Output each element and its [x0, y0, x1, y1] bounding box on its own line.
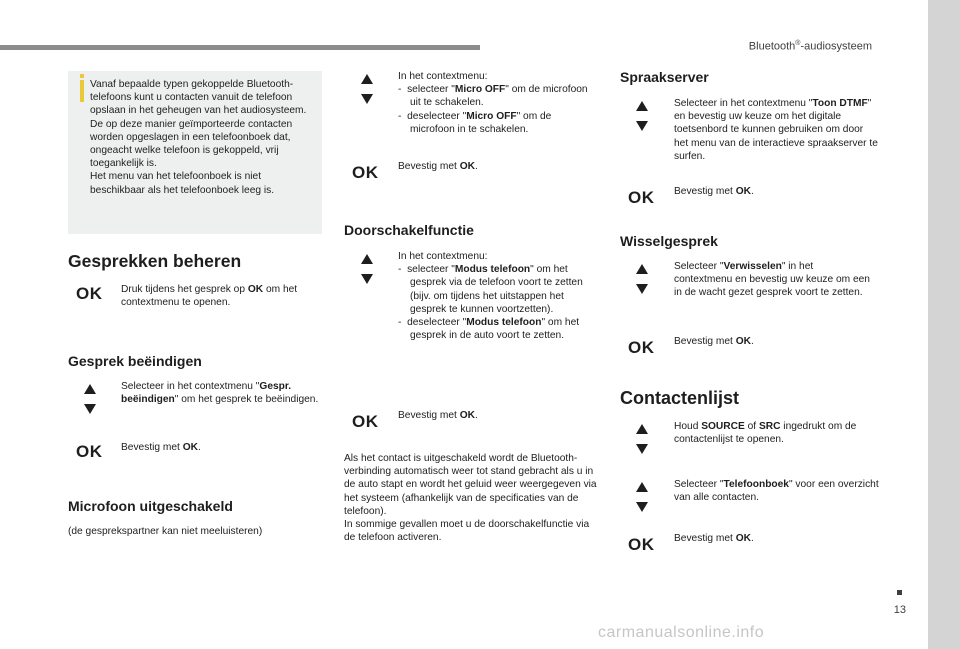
ok-button-icon: OK — [76, 442, 103, 461]
arrow-down-icon — [636, 444, 648, 454]
microfoon-note: (de gesprekspartner kan niet meeluisteren) — [68, 526, 263, 537]
text-part: Bevestig met — [398, 161, 460, 172]
text-part: . — [751, 186, 754, 197]
text-part: deselecteer " — [407, 110, 467, 122]
page-side-rail — [928, 0, 960, 649]
contactenlijst-text1 — [674, 420, 879, 446]
heading-microfoon: Microfoon uitgeschakeld — [68, 498, 233, 514]
up-down-arrows-icon — [636, 101, 648, 131]
heading-gesprekken-beheren: Gesprekken beheren — [68, 251, 242, 271]
doorschakel-note: Als het contact is uitgeschakeld wordt de Bluetooth-verbinding automatisch weer tot stand gebracht als u in de auto stapt en wordt het geluid weer weergegeven via het systeem (afhankelijk van de specificaties van de telefoon). In sommige gevallen moet u de doorschakelfunctie via de telefoon activeren. — [344, 453, 597, 544]
beeindigen-text — [121, 380, 321, 406]
info-box — [68, 71, 322, 234]
list-dash: - — [398, 264, 402, 276]
text-bold: Toon DTMF — [812, 98, 868, 109]
text-part: Bevestig met — [121, 442, 183, 453]
heading-contactenlijst: Contactenlijst — [620, 388, 740, 408]
contactenlijst-confirm — [674, 532, 754, 545]
list-dash: - — [398, 317, 402, 329]
wisselgesprek-text — [674, 260, 874, 300]
text-part: . — [475, 161, 478, 172]
text-part: Selecteer " — [674, 261, 724, 272]
text-part: om het contextmenu te openen. — [121, 284, 298, 309]
wisselgesprek-confirm — [674, 335, 754, 348]
arrow-up-icon — [636, 482, 648, 492]
header-registered-mark: ® — [795, 40, 801, 47]
text-part: " voor een overzicht van alle contacten. — [674, 479, 879, 504]
text-part: . — [751, 533, 754, 544]
text-bold: SOURCE — [701, 421, 745, 432]
header-suffix: -audiosysteem — [800, 40, 872, 53]
text-bold: OK — [182, 442, 198, 453]
microfoon-steps — [398, 70, 598, 136]
text-bold: Modus telefoon — [454, 264, 531, 276]
text-part: of — [744, 421, 759, 432]
arrow-down-icon — [636, 502, 648, 512]
text-bold: Micro OFF — [454, 84, 506, 96]
ok-button-icon: OK — [76, 284, 103, 303]
steps-intro: In het contextmenu: — [398, 71, 488, 82]
text-part: " om het gesprek in de auto voort te zetten. — [410, 317, 580, 342]
arrow-down-icon — [361, 94, 373, 104]
microfoon-confirm — [398, 160, 478, 173]
text-bold: Telefoonboek — [723, 479, 789, 490]
text-part: " om de microfoon in te schakelen. — [410, 110, 552, 135]
ok-button-icon: OK — [352, 163, 379, 182]
gesprekken-text — [121, 283, 321, 309]
header-title: Bluetooth — [748, 40, 796, 53]
steps-intro: In het contextmenu: — [398, 251, 488, 262]
text-part: " en bevestig uw keuze om het digitale toetsenbord te kunnen gebruiken om door het menu van de interactieve spraakserver te surfen. — [674, 98, 878, 162]
heading-doorschakel: Doorschakelfunctie — [344, 222, 474, 238]
up-down-arrows-icon — [636, 424, 648, 454]
text-bold: Micro OFF — [466, 110, 517, 122]
step-item — [398, 316, 598, 342]
text-bold: OK — [735, 533, 751, 544]
text-part: . — [475, 410, 478, 421]
arrow-up-icon — [636, 101, 648, 111]
text-part: Selecteer in het contextmenu " — [121, 381, 260, 392]
step-item — [398, 110, 598, 136]
text-part: Selecteer " — [674, 479, 724, 490]
arrow-up-icon — [84, 384, 96, 394]
spraakserver-text — [674, 97, 879, 163]
text-part: " om het gesprek te beëindigen. — [174, 394, 319, 406]
text-part: Bevestig met — [398, 410, 460, 421]
text-part: . — [751, 336, 754, 347]
text-bold: OK — [459, 161, 475, 172]
watermark: carmanualsonline.info — [598, 624, 765, 641]
text-bold: SRC — [758, 421, 781, 432]
text-part: Houd — [674, 421, 702, 432]
text-part: Bevestig met — [674, 186, 736, 197]
heading-spraakserver: Spraakserver — [620, 69, 709, 85]
text-part: selecteer " — [407, 264, 455, 276]
up-down-arrows-icon — [636, 482, 648, 512]
text-part: selecteer " — [407, 84, 455, 96]
text-part: . — [198, 442, 201, 453]
ok-button-icon: OK — [628, 188, 655, 207]
text-part: " om het gesprek via de telefoon voort te zetten (bijv. om tijdens het uitstappen het gesprek te kunnen voortzetten). — [410, 264, 583, 315]
up-down-arrows-icon — [84, 384, 96, 414]
up-down-arrows-icon — [636, 264, 648, 294]
text-bold: Verwisselen — [723, 261, 782, 272]
text-part: Bevestig met — [674, 533, 736, 544]
text-bold: Modus telefoon — [466, 317, 542, 329]
step-item — [398, 83, 598, 109]
text-bold: Gespr. beëindigen — [121, 381, 292, 406]
info-icon — [80, 80, 84, 102]
arrow-up-icon — [636, 264, 648, 274]
text-bold: OK — [735, 336, 751, 347]
arrow-up-icon — [361, 254, 373, 264]
text-bold: OK — [459, 410, 475, 421]
arrow-up-icon — [636, 424, 648, 434]
page-end-marker — [897, 590, 902, 595]
info-text: Vanaf bepaalde typen gekoppelde Bluetooth-telefoons kunt u contacten vanuit de telefoon opslaan in het geheugen van het audiosysteem. De op deze manier geïmporteerde contacten worden opgeslagen in een telefoonboek dat, ongeacht welke telefoon is gekoppeld, vrij toegankelijk is. Het menu van het telefoonboek is niet beschikbaar als het telefoonboek leeg is. — [90, 79, 307, 196]
up-down-arrows-icon — [361, 254, 373, 284]
page-number: 13 — [893, 604, 906, 616]
text-part: deselecteer " — [407, 317, 467, 329]
step-item — [398, 263, 598, 316]
doorschakel-confirm — [398, 409, 478, 422]
text-part: Bevestig met — [674, 336, 736, 347]
arrow-down-icon — [84, 404, 96, 414]
arrow-down-icon — [361, 274, 373, 284]
ok-button-icon: OK — [628, 338, 655, 357]
heading-wisselgesprek: Wisselgesprek — [620, 233, 718, 249]
list-dash: - — [398, 84, 402, 96]
ok-button-icon: OK — [352, 412, 379, 431]
text-part: " in het contextmenu en bevestig uw keuze om een in de wacht gezet gesprek voort te zetten. — [674, 261, 870, 299]
up-down-arrows-icon — [361, 74, 373, 104]
heading-gesprek-beeindigen: Gesprek beëindigen — [68, 353, 202, 369]
arrow-up-icon — [361, 74, 373, 84]
list-dash: - — [398, 110, 402, 122]
text-part: Druk tijdens het gesprek op — [121, 284, 248, 295]
spraakserver-confirm — [674, 185, 754, 198]
beeindigen-confirm — [121, 441, 201, 454]
doorschakel-steps — [398, 250, 598, 342]
header-bar — [0, 45, 480, 50]
text-bold: OK — [247, 284, 264, 295]
contactenlijst-text2 — [674, 478, 879, 504]
text-part: " om de microfoon uit te schakelen. — [410, 84, 588, 109]
ok-button-icon: OK — [628, 535, 655, 554]
text-bold: OK — [735, 186, 751, 197]
text-part: ingedrukt om de contactenlijst te openen. — [674, 421, 857, 446]
arrow-down-icon — [636, 121, 648, 131]
text-part: Selecteer in het contextmenu " — [674, 98, 813, 109]
arrow-down-icon — [636, 284, 648, 294]
page-header — [749, 40, 872, 53]
